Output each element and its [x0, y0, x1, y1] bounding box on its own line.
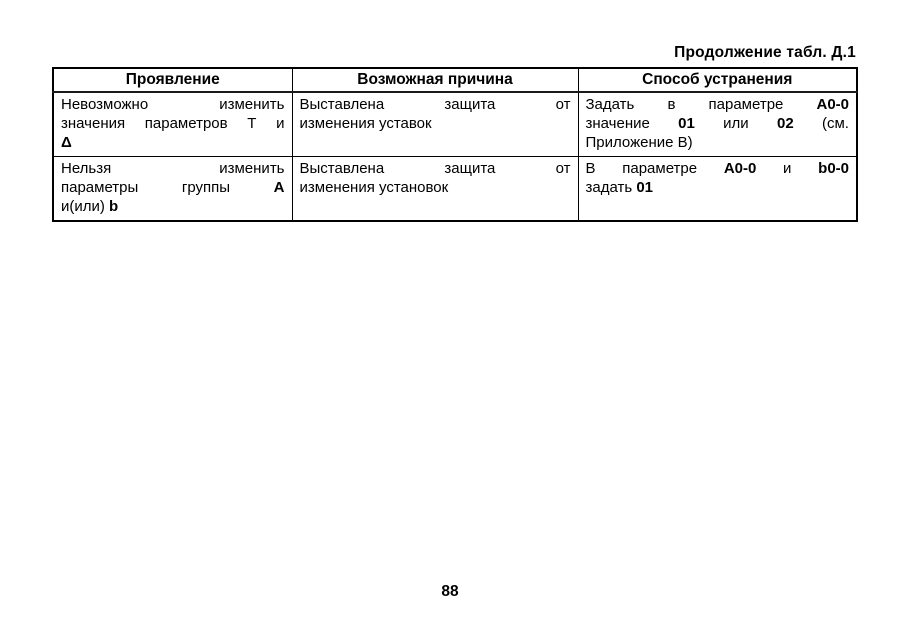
- cell-text-line: значения параметров Т и: [61, 115, 285, 132]
- cell-text-line: Выставлена защита от: [299, 160, 571, 177]
- cell-text-line: Выставлена защита от: [299, 96, 571, 113]
- cell-text-line: значение 01 или 02 (см.: [585, 115, 849, 132]
- table-body: [53, 92, 857, 221]
- cell-text-line: Нельзя изменить: [61, 160, 285, 177]
- cell-text-line: Приложение В): [585, 134, 693, 151]
- column-header-manifestation: Проявление: [53, 68, 292, 92]
- column-header-remedy: Способ устранения: [578, 68, 857, 92]
- cell-text-line: и(или) b: [61, 198, 119, 215]
- table-cell: [292, 157, 578, 222]
- cell-text-line: задать 01: [585, 179, 654, 196]
- cell-text-line: Δ: [61, 134, 72, 151]
- table-cell: [578, 92, 857, 157]
- page-number: 88: [441, 583, 459, 600]
- table-cell: [292, 92, 578, 157]
- cell-text-line: Невозможно изменить: [61, 96, 285, 113]
- table-row: [53, 92, 857, 157]
- cell-text-line: Задать в параметре А0-0: [585, 96, 849, 113]
- cell-text-line: изменения уставок: [299, 115, 432, 132]
- column-header-possible-cause: Возможная причина: [292, 68, 578, 92]
- table-cell: [53, 92, 292, 157]
- table-cell: [53, 157, 292, 222]
- table-header-row: [53, 68, 857, 92]
- cell-text-line: изменения установок: [299, 179, 449, 196]
- table-cell: [578, 157, 857, 222]
- table-continuation-title: Продолжение табл. Д.1: [674, 44, 856, 61]
- cell-text-line: В параметре А0-0 и b0-0: [585, 160, 849, 177]
- cell-text-line: параметры группы А: [61, 179, 285, 196]
- troubleshooting-table: [52, 67, 858, 222]
- table-row: [53, 157, 857, 222]
